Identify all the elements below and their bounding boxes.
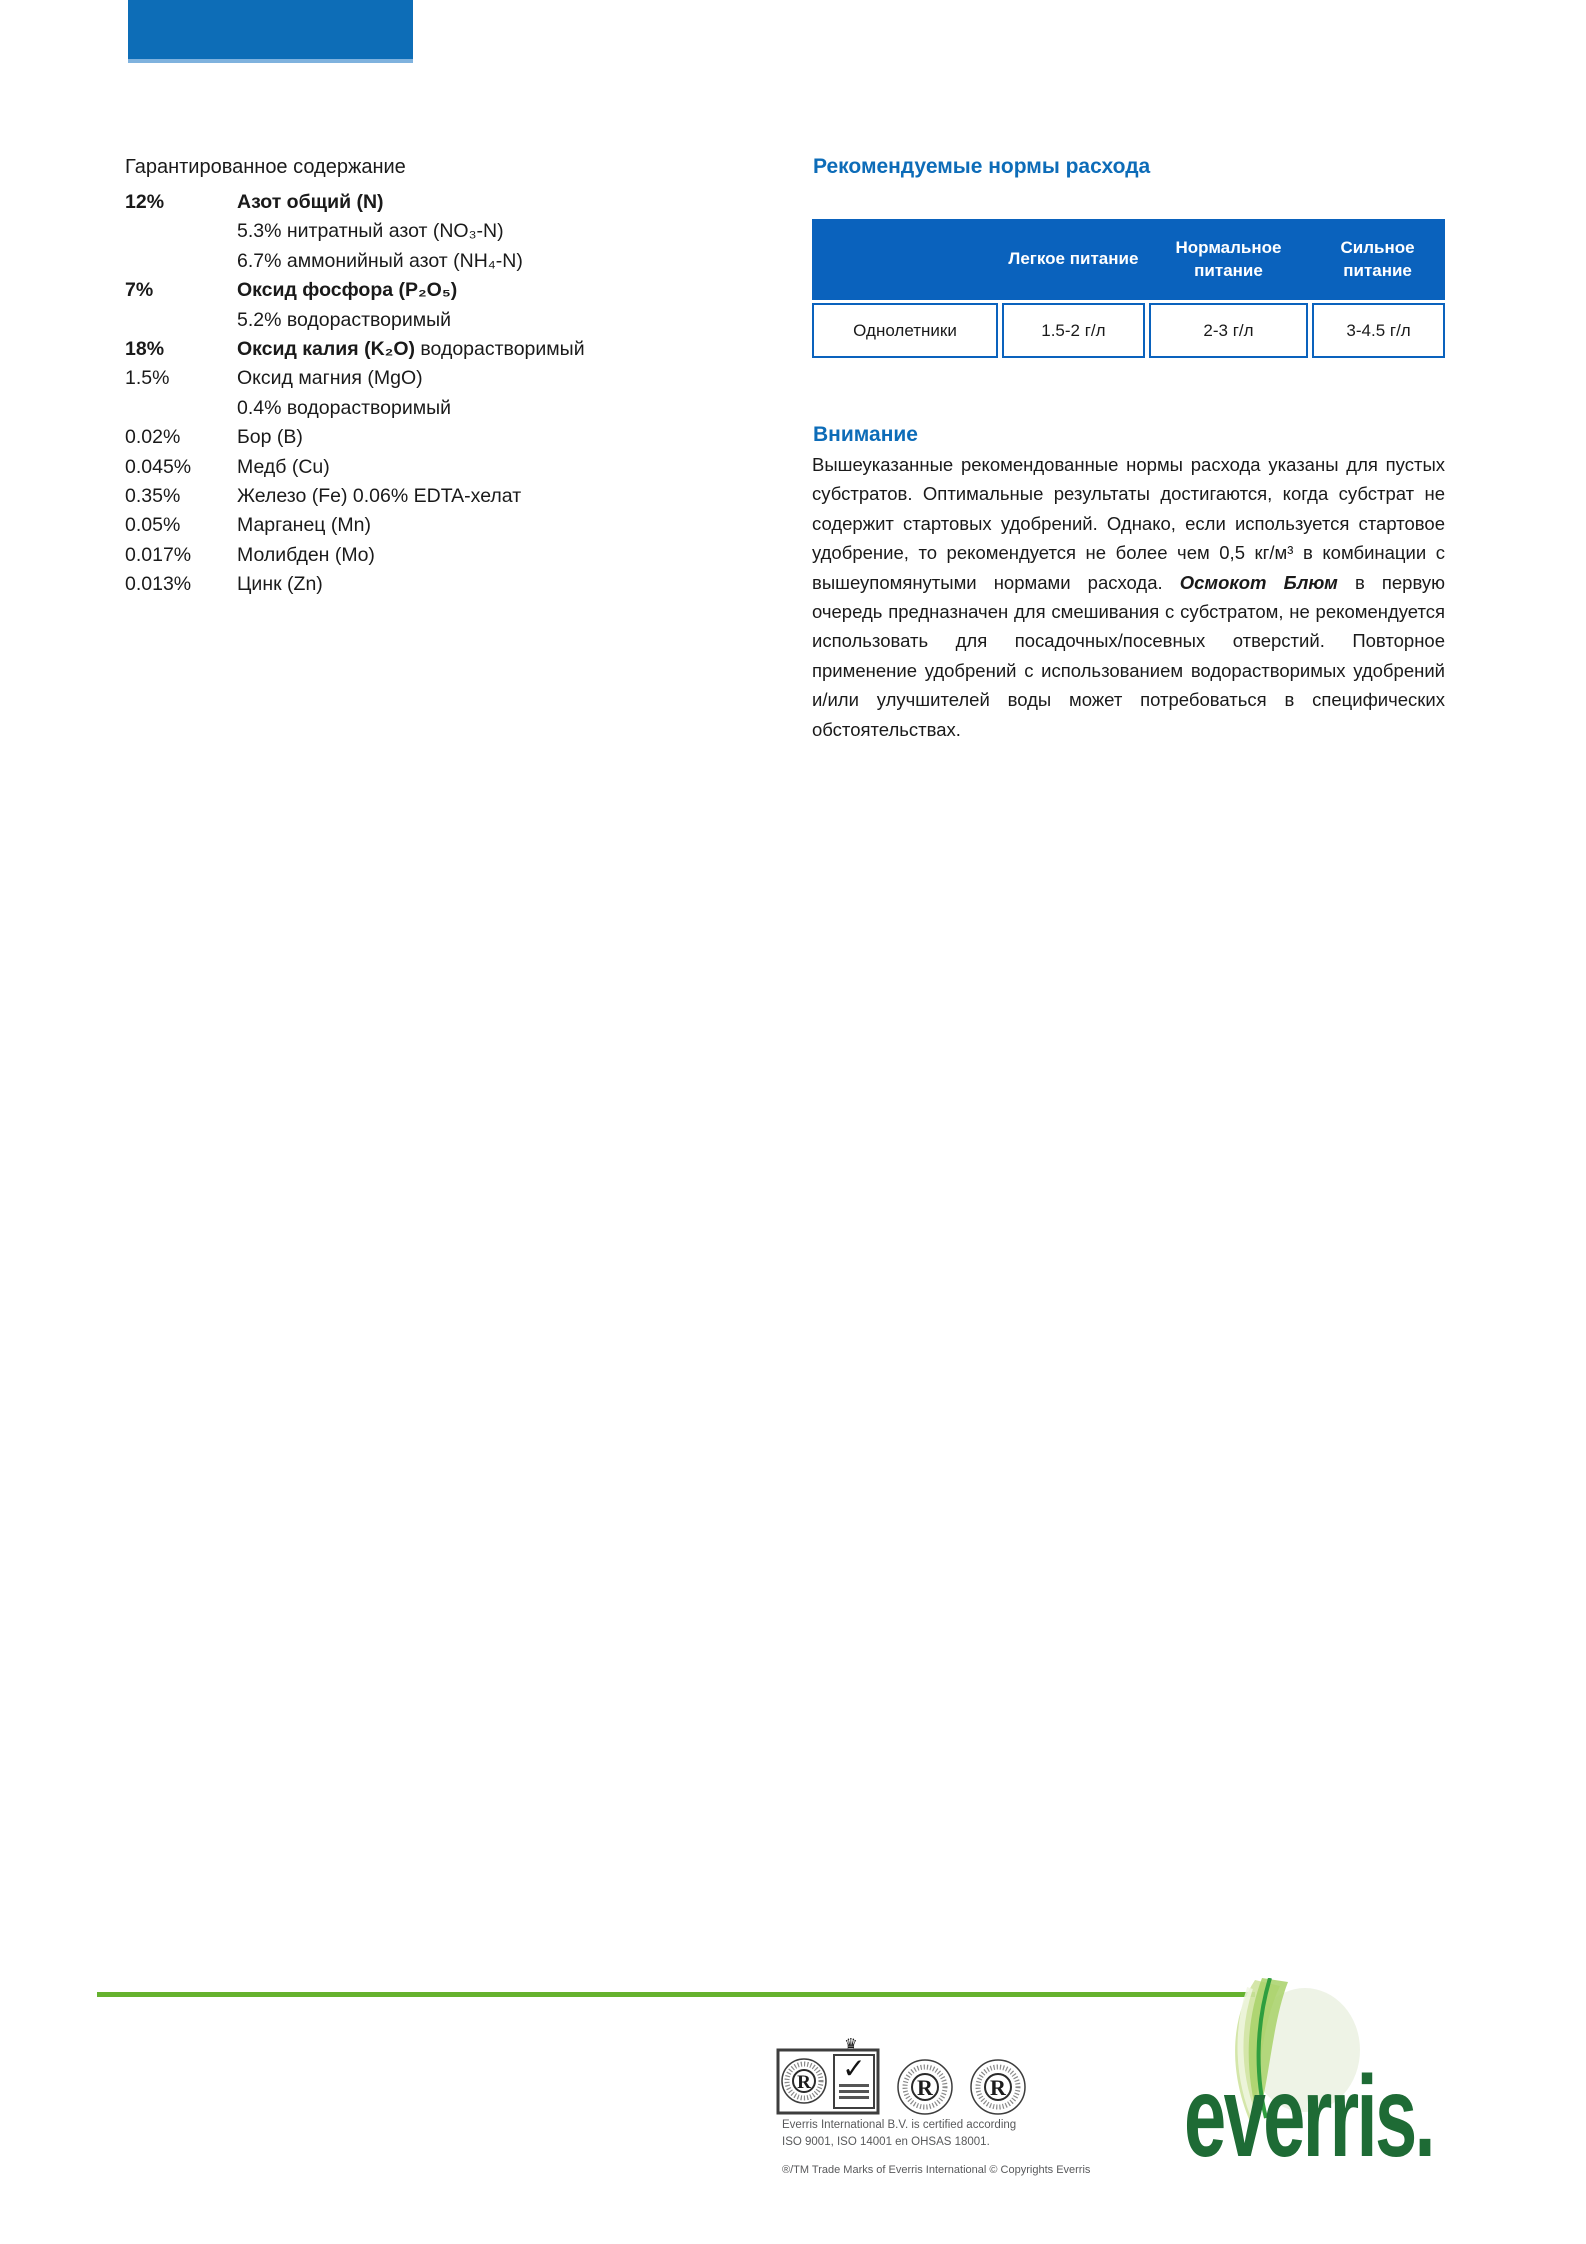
nutrient-row	[125, 276, 645, 305]
nutrient-label: Оксид фосфора (P₂O₅)	[237, 279, 458, 302]
nutrient-value: 12%	[125, 191, 165, 213]
rates-table-row	[812, 303, 1445, 358]
nutrient-row	[125, 247, 645, 276]
header-bar	[128, 0, 413, 63]
nutrient-value: 0.35%	[125, 485, 181, 508]
nutrient-value: 0.05%	[125, 514, 181, 537]
nutrient-label: Марганец (Mn)	[237, 514, 371, 537]
attention-segment: Осмокот Блюм	[1179, 571, 1338, 593]
nutrient-label: Оксид калия (K₂O) водорастворимый	[237, 338, 585, 361]
nutrient-row	[125, 394, 645, 423]
rates-title: Рекомендуемые нормы расхода	[813, 155, 1151, 178]
nutrient-value: 0.013%	[125, 573, 192, 596]
lloyds-iso9001-certification-logo	[776, 2036, 881, 2116]
svg-text:R: R	[990, 2075, 1006, 2100]
nutrient-value	[125, 247, 237, 276]
lloyds-ohsas18001-certification-logo	[969, 2058, 1027, 2116]
attention-segment: в первую очередь предназначен для смешивания с субстратом, не рекомендуется использовать для посадочных/посевных отверстий. Повторное применение удобрений с использованием водорастворимых удобрений и/или улучшителей воды может потребоваться в специфических обстоятельствах.	[812, 571, 1446, 740]
everris-wordmark: everris.	[1184, 2053, 1433, 2181]
green-divider-line	[97, 1992, 1255, 1997]
rates-table-header	[812, 219, 1445, 300]
nutrient-label: Железо (Fe) 0.06% EDTA-хелат	[237, 485, 522, 508]
certification-text	[782, 2117, 1016, 2151]
attention-title: Внимание	[813, 423, 918, 446]
nutrient-label: Бор (B)	[237, 426, 303, 449]
nutrient-label: 5.3% нитратный азот (NO₃-N)	[237, 220, 504, 243]
nutrient-label: 5.2% водорастворимый	[237, 308, 452, 331]
nutrient-value: 1.5%	[125, 367, 170, 390]
certification-logos	[776, 2036, 1027, 2116]
nutrient-label: Цинк (Zn)	[237, 573, 323, 596]
nutrient-label: Оксид магния (MgO)	[237, 367, 423, 390]
svg-text:R: R	[917, 2075, 933, 2100]
rates-table	[812, 219, 1445, 358]
nutrient-label: 0.4% водорастворимый	[237, 396, 452, 419]
rates-table-header-cell: Легкое питание	[1008, 249, 1139, 269]
nutrient-row	[125, 423, 645, 452]
nutrient-value	[125, 217, 237, 246]
rates-table-value-cell: 2-3 г/л	[1149, 303, 1308, 358]
checkmark-icon: ✓	[842, 2053, 866, 2084]
svg-text:R: R	[797, 2072, 811, 2093]
rates-table-value-cell: 3-4.5 г/л	[1312, 303, 1445, 358]
certified-line-1: Everris International B.V. is certified according	[782, 2119, 1017, 2131]
nutrient-value: 18%	[125, 338, 165, 361]
nutrient-value	[125, 394, 237, 423]
trademark-text: ®/TM Trade Marks of Everris International © Copyrights Everris	[782, 2164, 1091, 2176]
nutrient-value: 0.017%	[125, 543, 192, 566]
nutrient-label: Молибден (Mo)	[237, 543, 375, 566]
guaranteed-content-title: Гарантированное содержание	[125, 156, 406, 178]
rates-table-header-cell: Сильное питание	[1340, 238, 1415, 280]
nutrient-label: 6.7% аммонийный азот (NH₄-N)	[237, 249, 523, 272]
nutrient-label: Медб (Cu)	[237, 455, 330, 478]
nutrient-row	[125, 482, 645, 511]
crown-icon: ♛	[844, 2036, 858, 2053]
nutrient-value: 7%	[125, 279, 154, 302]
nutrient-row	[125, 217, 645, 246]
nutrient-label: Азот общий (N)	[237, 191, 384, 213]
lloyds-iso14001-certification-logo	[896, 2058, 954, 2116]
rates-table-header-cell: Нормальное питание	[1175, 238, 1282, 280]
nutrient-row	[125, 541, 645, 570]
rates-table-row-label: Однолетники	[812, 303, 998, 358]
nutrient-row	[125, 188, 645, 217]
certified-line-2: ISO 9001, ISO 14001 en OHSAS 18001.	[782, 2136, 990, 2148]
nutrient-row	[125, 453, 645, 482]
nutrient-value	[125, 306, 237, 335]
nutrient-row	[125, 335, 645, 364]
nutrient-value: 0.045%	[125, 455, 192, 478]
nutrient-row	[125, 570, 645, 599]
attention-text	[812, 450, 1445, 744]
nutrient-row	[125, 364, 645, 393]
nutrient-row	[125, 511, 645, 540]
nutrient-value: 0.02%	[125, 426, 181, 449]
attention-segment: Вышеуказанные рекомендованные нормы расхода указаны для пустых субстратов. Оптимальные результаты достигаются, когда субстрат не содержит стартовых удобрений. Однако, если используется стартовое удобрение, то рекомендуется не более чем 0,5 кг/м³ в комбинации с вышеупомянутыми нормами расхода.	[812, 454, 1445, 593]
everris-logo	[1160, 1950, 1586, 2244]
guaranteed-content-list	[125, 188, 645, 600]
rates-table-value-cell: 1.5-2 г/л	[1002, 303, 1145, 358]
nutrient-row	[125, 306, 645, 335]
